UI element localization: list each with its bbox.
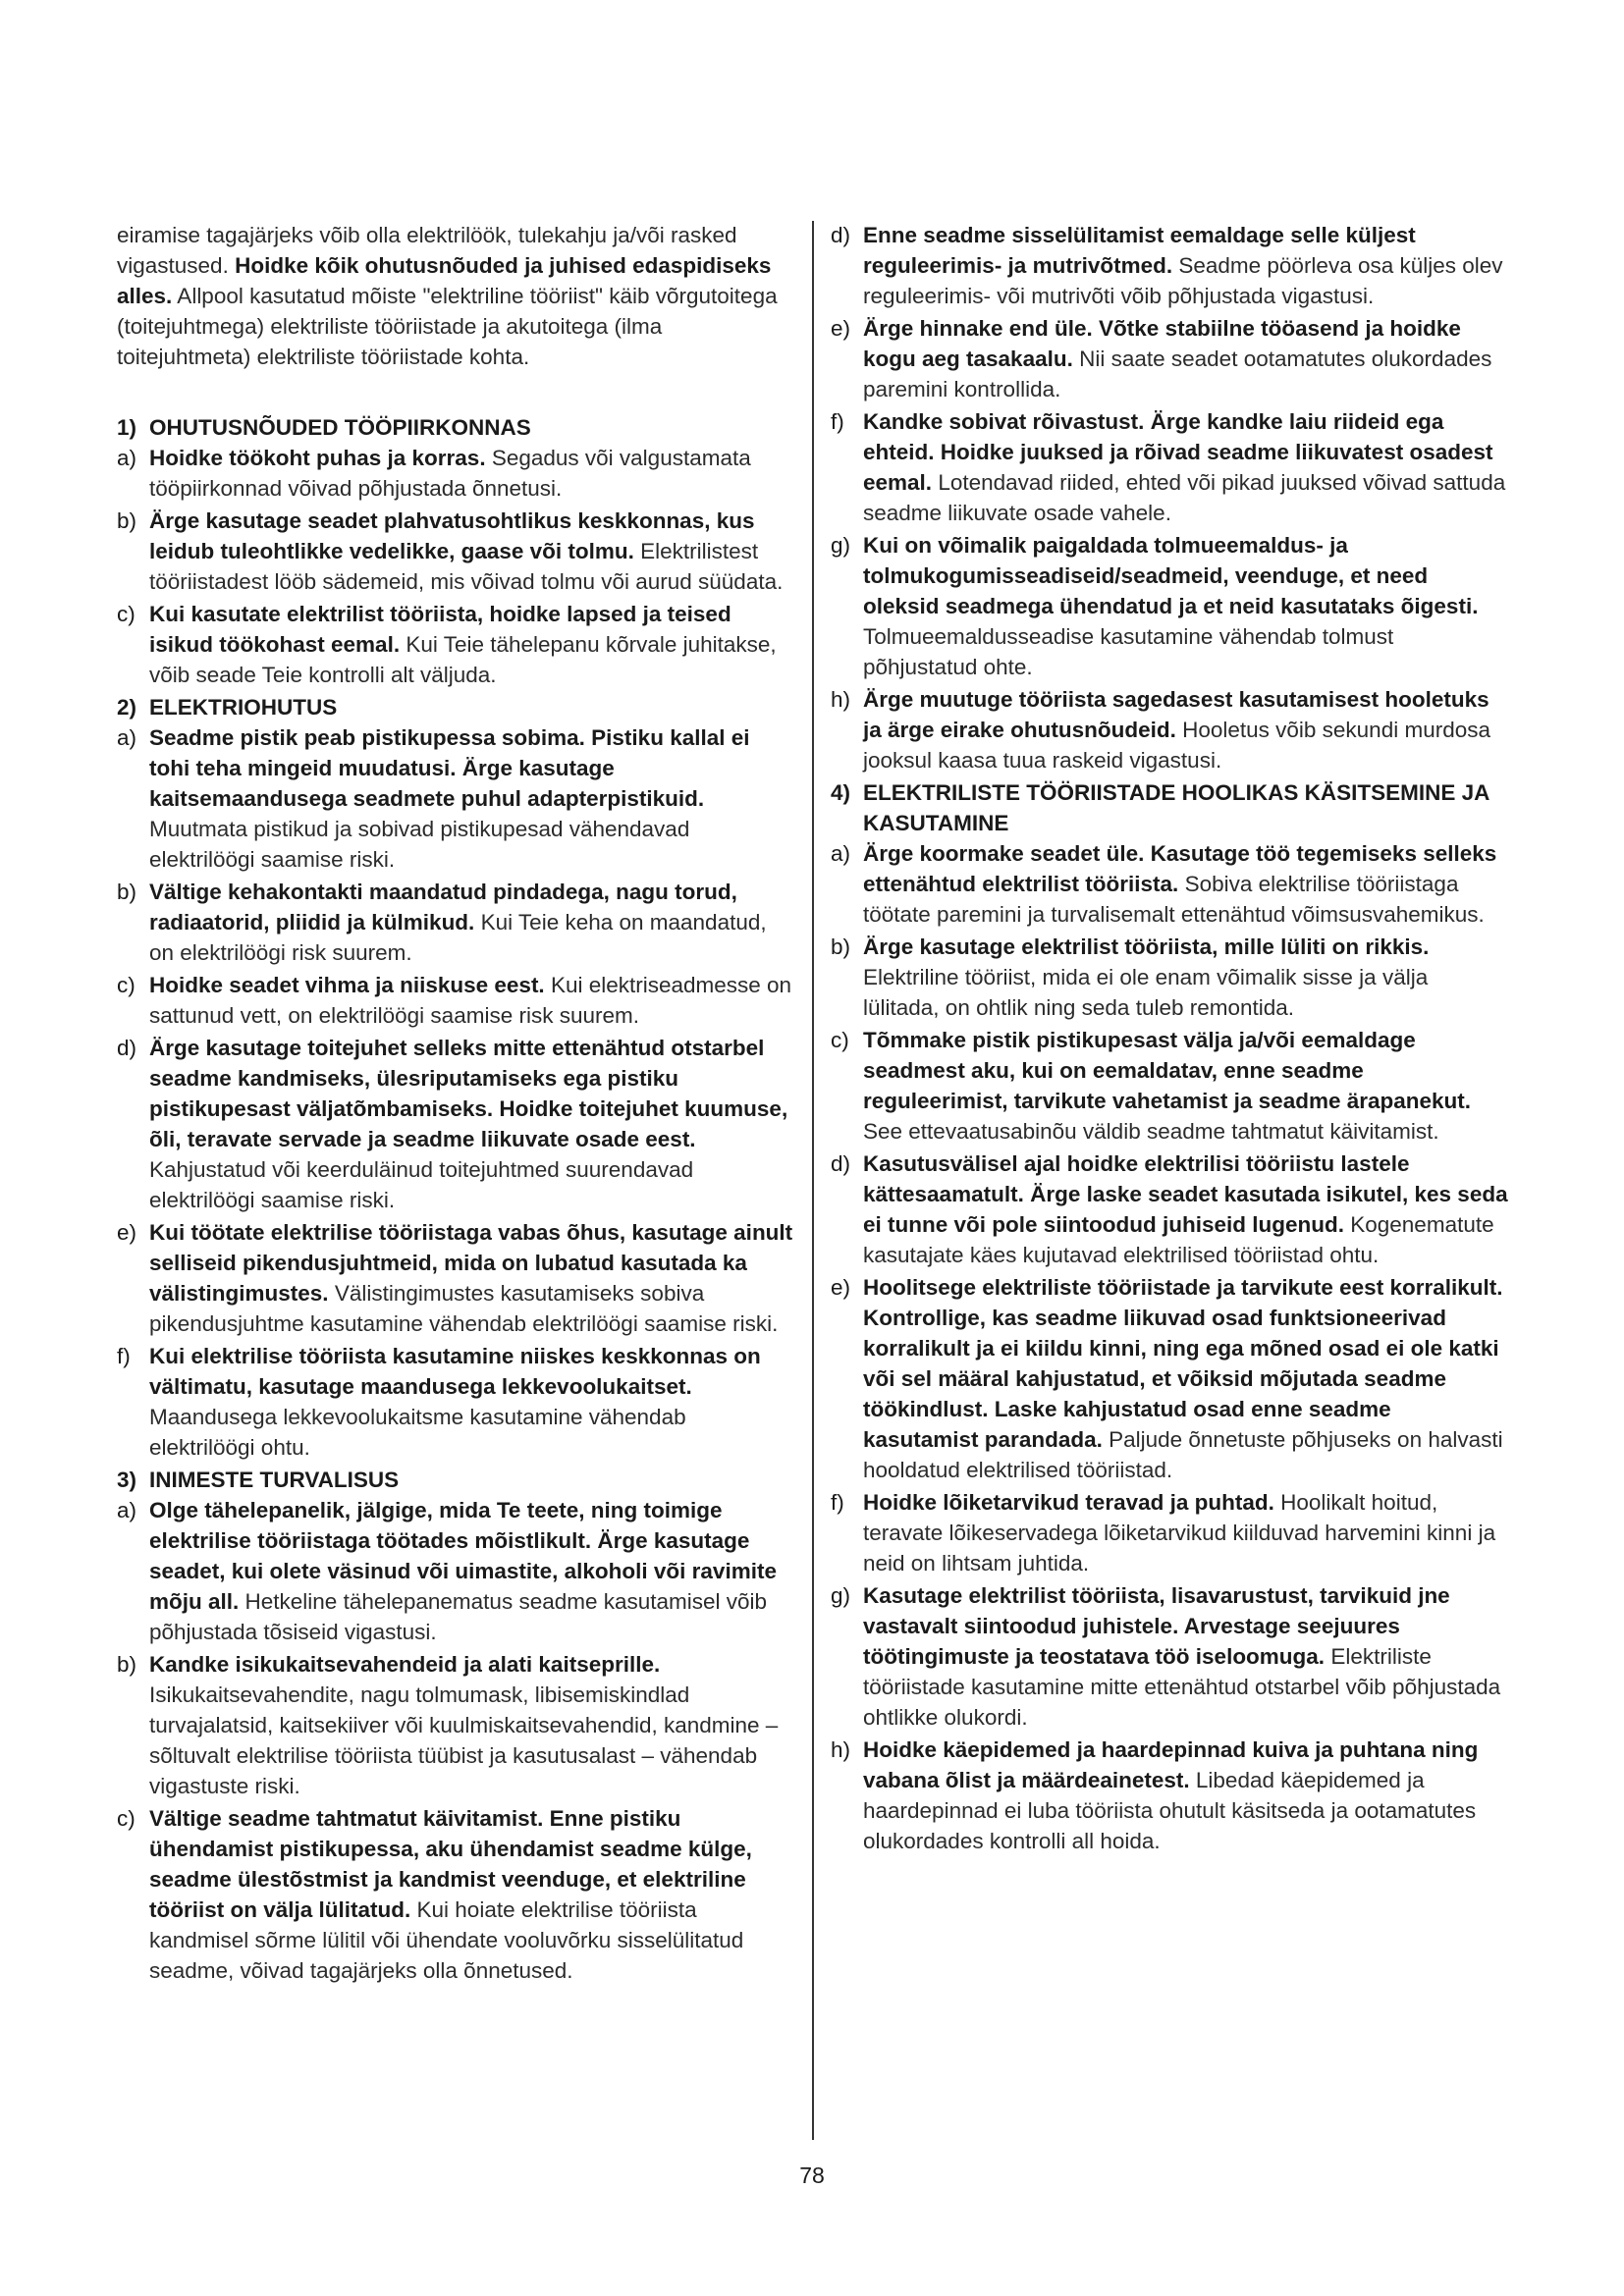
item-text: Lotendavad riided, ehted või pikad juuksed võivad sattuda seadme liikuvate osade vahele. [863, 470, 1506, 525]
item-letter: c) [831, 1028, 849, 1052]
item-letter: e) [117, 1220, 137, 1245]
item-text: Kui elektriseadmesse on sattunud vett, on elektrilöögi saamise risk suurem. [149, 973, 792, 1028]
list-item [831, 1487, 1508, 1578]
item-text: Sobiva elektrilise tööriistaga töötate paremini ja turvalisemalt ettenähtud võimsusvahemikus. [863, 872, 1485, 927]
item-letter: d) [831, 1151, 851, 1176]
item-letter: e) [831, 316, 851, 341]
section-title [117, 412, 794, 443]
item-letter: f) [117, 1344, 131, 1368]
item-text: Hetkeline tähelepanematus seadme kasutamisel võib põhjustada tõsiseid vigastusi. [149, 1589, 768, 1644]
item-bold-text: Hoidke käepidemed ja haardepinnad kuiva ja puhtana ning vabana õlist ja määrdeainetest. [863, 1737, 1479, 1792]
item-letter: f) [831, 1490, 844, 1515]
list-item [831, 406, 1508, 528]
section-title [117, 692, 794, 722]
list-item [831, 1735, 1508, 1856]
item-bold-text: Ärge kasutage elektrilist tööriista, mille lüliti on rikkis. [863, 934, 1430, 959]
section-number: 2) [117, 695, 137, 720]
item-bold-text: Kui elektrilise tööriista kasutamine niiskes keskkonnas on vältimatu, kasutage maandusega lekkevoolukaitset. [149, 1344, 761, 1399]
item-bold-text: Seadme pistik peab pistikupessa sobima. Pistiku kallal ei tohi teha mingeid muudatusi. Ärge kasutage kaitsemaandusega seadmete puhul adapterpistikuid. [149, 725, 750, 811]
item-bold-text: Kui kasutate elektrilist tööriista, hoidke lapsed ja teised isikud töökohast eemal. [149, 602, 731, 657]
item-text: Tolmueemaldusseadise kasutamine vähendab tolmust põhjustatud ohte. [863, 624, 1394, 679]
item-letter: d) [117, 1036, 137, 1060]
item-letter: h) [831, 1737, 851, 1762]
list-item [117, 1341, 794, 1463]
list-item [831, 1025, 1508, 1147]
item-letter: a) [117, 446, 137, 470]
item-letter: d) [831, 223, 851, 247]
item-text: Elektriliste tööriistade kasutamine mitte ettenähtud otstarbel võib põhjustada ohtlikke olukordi. [863, 1644, 1501, 1730]
item-text: Paljude õnnetuste põhjuseks on halvasti hooldatud elektrilised tööriistad. [863, 1427, 1503, 1482]
item-bold-text: Ärge koormake seadet üle. Kasutage töö tegemiseks selleks ettenähtud elektrilist tööriista. [863, 841, 1497, 896]
section-title-text: ELEKTRILISTE TÖÖRIISTADE HOOLIKAS KÄSITSEMINE JA KASUTAMINE [863, 780, 1489, 835]
list-item [831, 684, 1508, 775]
list-item [831, 1148, 1508, 1270]
item-text: Seadme pöörleva osa küljes olev reguleerimis- või mutrivõti võib põhjustada vigastusi. [863, 253, 1503, 308]
left-column [117, 220, 794, 1988]
item-bold-text: Olge tähelepanelik, jälgige, mida Te teete, ning toimige elektrilise tööriistaga töötades mõistlikult. Ärge kasutage seadet, kui olete väsinud või uimastite, alkoholi või ravimite mõju all. [149, 1498, 777, 1614]
list-item [117, 443, 794, 504]
item-text: Muutmata pistikud ja sobivad pistikupesad vähendavad elektrilöögi saamise riski. [149, 817, 690, 872]
item-bold-text: Kandke sobivat rõivastust. Ärge kandke laiu riideid ega ehteid. Hoidke juuksed ja rõivad seadme liikuvatest osadest eemal. [863, 409, 1493, 495]
section-number: 3) [117, 1468, 137, 1492]
item-letter: a) [117, 1498, 137, 1522]
list-item [117, 970, 794, 1031]
item-bold-text: Ärge kasutage seadet plahvatusohtlikus keskkonnas, kus leidub tuleohtlikke vedelikke, gaase või tolmu. [149, 508, 755, 563]
section-title [117, 1465, 794, 1495]
list-item [117, 506, 794, 597]
item-bold-text: Kui on võimalik paigaldada tolmueemaldus- ja tolmukogumisseadiseid/seadmeid, veenduge, et need oleksid seadmega ühendatud ja et neid kasutataks õigesti. [863, 533, 1479, 618]
item-text: Kui hoiate elektrilise tööriista kandmisel sõrme lülitil või ühendate vooluvõrku sisselülitatud seadme, võivad tagajärjeks olla õnnetused. [149, 1897, 744, 1983]
item-bold-text: Vältige seadme tahtmatut käivitamist. Enne pistiku ühendamist pistikupessa, aku ühendamist seadme külge, seadme ülestõstmist ja kandmist veenduge, et elektriline tööriist on välja lülitatud. [149, 1806, 752, 1922]
item-letter: g) [831, 1583, 851, 1608]
list-item [117, 1803, 794, 1986]
section-number: 1) [117, 415, 137, 440]
item-letter: h) [831, 687, 851, 712]
list-item [831, 1272, 1508, 1485]
item-letter: c) [117, 602, 135, 626]
page-number: 78 [799, 2163, 825, 2188]
item-bold-text: Ärge muutuge tööriista sagedasest kasutamisest hooletuks ja ärge eirake ohutusnõudeid. [863, 687, 1489, 742]
item-text: Kahjustatud või keerduläinud toitejuhtmed suurendavad elektrilöögi saamise riski. [149, 1157, 694, 1212]
item-bold-text: Kui töötate elektrilise tööriistaga vabas õhus, kasutage ainult selliseid pikendusjuhtmeid, mida on lubatud kasutada ka välistingimustes. [149, 1220, 793, 1306]
column-divider [812, 221, 814, 2140]
section-title-text: ELEKTRIOHUTUS [149, 695, 338, 720]
section-title-text: INIMESTE TURVALISUS [149, 1468, 400, 1492]
list-item [117, 722, 794, 875]
intro-paragraph [117, 220, 794, 372]
right-column [831, 220, 1508, 1858]
intro-text: eiramise tagajärjeks võib olla elektrilöök, tulekahju ja/või rasked vigastused. [117, 223, 737, 278]
list-item [117, 1217, 794, 1339]
item-bold-text: Kasutusvälisel ajal hoidke elektrilisi tööriistu lastele kättesaamatult. Ärge laske seadet kasutada isikutel, kes seda ei tunne või pole siintoodud juhiseid lugenud. [863, 1151, 1508, 1237]
item-bold-text: Enne seadme sisselülitamist eemaldage selle küljest reguleerimis- ja mutrivõtmed. [863, 223, 1416, 278]
item-text: Elektrilistest tööriistadest lööb sädemeid, mis võivad tolmu või aurud süüdata. [149, 539, 784, 594]
item-text: Kui Teie keha on maandatud, on elektrilöögi risk suurem. [149, 910, 767, 965]
intro-text-continued: Allpool kasutatud mõiste "elektriline tööriist" käib võrgutoitega (toitejuhtmega) elektriliste tööriistade ja akutoitega (ilma toitejuhtmeta) elektriliste tööriistade kohta. [117, 284, 778, 369]
list-item [831, 838, 1508, 930]
list-item [831, 313, 1508, 404]
item-letter: c) [117, 1806, 135, 1831]
item-text: Hooletus võib sekundi murdosa jooksul kaasa tuua raskeid vigastusi. [863, 718, 1491, 773]
item-letter: b) [831, 934, 851, 959]
item-bold-text: Hoidke lõiketarvikud teravad ja puhtad. [863, 1490, 1274, 1515]
item-letter: b) [117, 880, 137, 904]
list-item [831, 932, 1508, 1023]
list-item [117, 877, 794, 968]
item-bold-text: Hoolitsege elektriliste tööriistade ja tarvikute eest korralikult. Kontrollige, kas seadme liikuvad osad funktsioneerivad korralikult ja ei kiildu kinni, ning ega mõned osad ei ole katki või sel määral kahjustatud, et võiksid mõjutada seadme töökindlust. Laske kahjustatud osad enne seadme kasutamist parandada. [863, 1275, 1503, 1452]
list-item [831, 220, 1508, 311]
list-item [117, 1033, 794, 1215]
section-title-text: OHUTUSNÕUDED TÖÖPIIRKONNAS [149, 415, 531, 440]
item-bold-text: Ärge kasutage toitejuhet selleks mitte ettenähtud otstarbel seadme kandmiseks, ülesriputamiseks ega pistiku pistikupesast väljatõmbamiseks. Hoidke toitejuhet kuumuse, õli, teravate servade ja seadme liikuvate osade eest. [149, 1036, 788, 1151]
item-text: Maandusega lekkevoolukaitsme kasutamine vähendab elektrilöögi ohtu. [149, 1405, 686, 1460]
item-text: Isikukaitsevahendite, nagu tolmumask, libisemiskindlad turvajalatsid, kaitsekiiver või kuulmiskaitsevahendid, kandmine – sõltuvalt elektrilise tööriista tüübist ja kasutusalast – vähendab vigastuste riski. [149, 1682, 779, 1798]
section-number: 4) [831, 780, 851, 805]
item-letter: f) [831, 409, 844, 434]
item-bold-text: Ärge hinnake end üle. Võtke stabiilne tööasend ja hoidke kogu aeg tasakaalu. [863, 316, 1461, 371]
item-text: See ettevaatusabinõu väldib seadme tahtmatut käivitamist. [863, 1119, 1439, 1144]
item-letter: a) [831, 841, 851, 866]
item-bold-text: Tõmmake pistik pistikupesast välja ja/või eemaldage seadmest aku, kui on eemaldatav, enne seadme reguleerimist, tarvikute vahetamist ja seadme ärapanekut. [863, 1028, 1472, 1113]
item-letter: g) [831, 533, 851, 558]
item-text: Kui Teie tähelepanu kõrvale juhitakse, võib seade Teie kontrolli alt väljuda. [149, 632, 777, 687]
item-text: Hoolikalt hoitud, teravate lõikeservadega lõiketarvikud kiilduvad harvemini kinni ja neid on lihtsam juhtida. [863, 1490, 1496, 1575]
item-bold-text: Kandke isikukaitsevahendeid ja alati kaitseprille. [149, 1652, 661, 1677]
list-item [117, 1495, 794, 1647]
intro-bold-text: Hoidke kõik ohutusnõuded ja juhised edaspidiseks alles. [117, 253, 772, 308]
item-text: Segadus või valgustamata tööpiirkonnad võivad põhjustada õnnetusi. [149, 446, 751, 501]
item-bold-text: Kasutage elektrilist tööriista, lisavarustust, tarvikuid jne vastavalt siintoodud juhistele. Arvestage seejuures töötingimuste ja teostatava töö iseloomuga. [863, 1583, 1450, 1669]
list-item [831, 1580, 1508, 1733]
item-letter: e) [831, 1275, 851, 1300]
list-item [831, 530, 1508, 682]
item-text: Kogenematute kasutajate käes kujutavad elektrilised tööriistad ohtu. [863, 1212, 1494, 1267]
list-item [117, 599, 794, 690]
item-text: Libedad käepidemed ja haardepinnad ei luba tööriista ohutult käsitseda ja ootamatutes olukordades kontrolli all hoida. [863, 1768, 1477, 1853]
item-text: Nii saate seadet ootamatutes olukordades paremini kontrollida. [863, 347, 1492, 401]
item-bold-text: Vältige kehakontakti maandatud pindadega, nagu torud, radiaatorid, pliidid ja külmikud. [149, 880, 737, 934]
item-letter: b) [117, 508, 137, 533]
list-item [117, 1649, 794, 1801]
section-title [831, 777, 1508, 838]
item-letter: b) [117, 1652, 137, 1677]
item-text: Välistingimustes kasutamiseks sobiva pikendusjuhtme kasutamine vähendab elektrilöögi saamise riski. [149, 1281, 779, 1336]
item-letter: c) [117, 973, 135, 997]
item-bold-text: Hoidke seadet vihma ja niiskuse eest. [149, 973, 545, 997]
item-letter: a) [117, 725, 137, 750]
item-bold-text: Hoidke töökoht puhas ja korras. [149, 446, 486, 470]
item-text: Elektriline tööriist, mida ei ole enam võimalik sisse ja välja lülitada, on ohtlik ning seda tuleb remontida. [863, 965, 1429, 1020]
